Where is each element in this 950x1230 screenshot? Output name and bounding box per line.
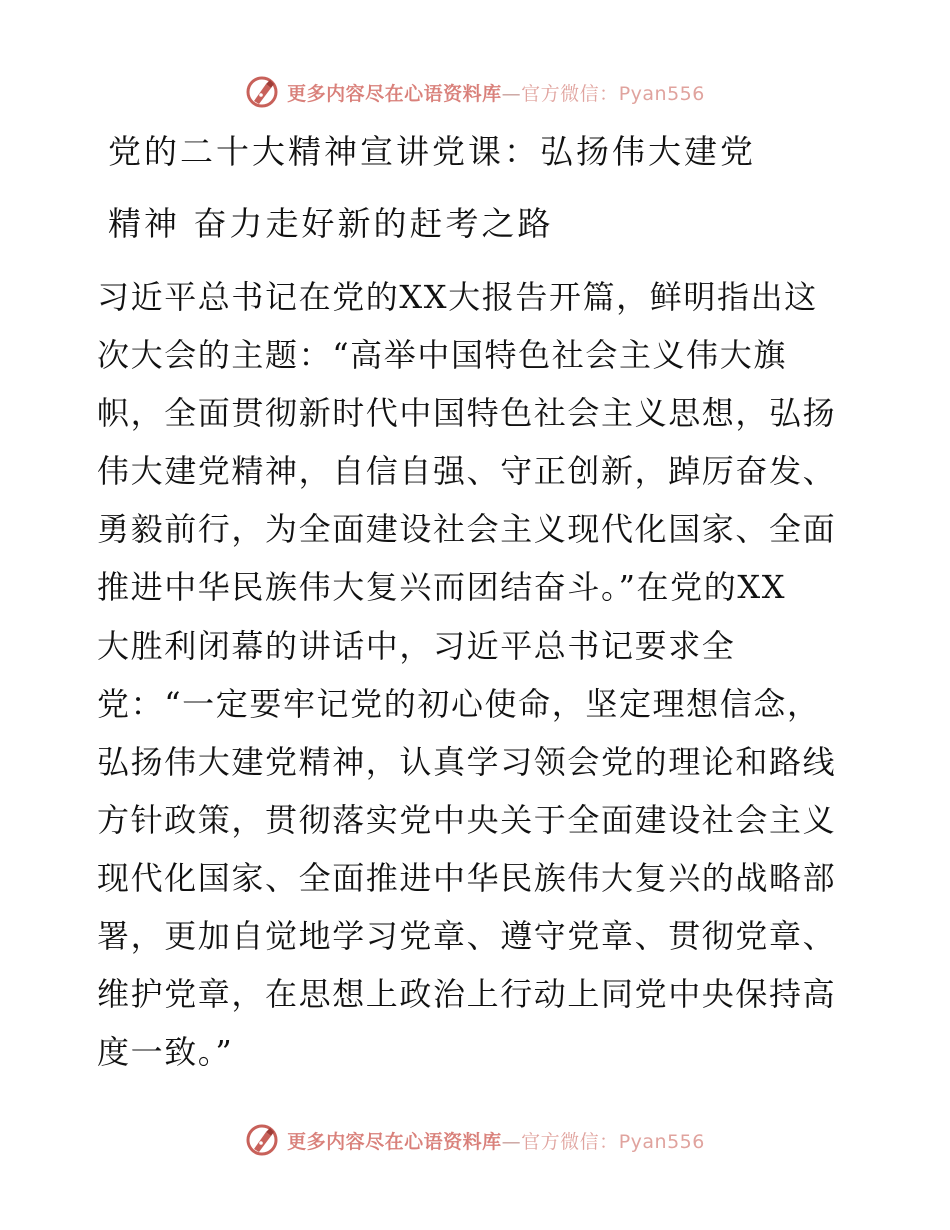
pen-logo-icon bbox=[245, 1123, 279, 1157]
body-line: 现代化国家、全面推进中华民族伟大复兴的战略部 bbox=[97, 858, 837, 897]
header-watermark bbox=[0, 70, 950, 114]
body-line: 推进中华民族伟大复兴而团结奋斗。”在党的XX bbox=[97, 568, 787, 607]
pen-logo-icon bbox=[245, 75, 279, 109]
watermark-id: Pyan556 bbox=[618, 82, 705, 105]
document-title-line-1: 党的二十大精神宣讲党课：弘扬伟大建党 bbox=[108, 132, 756, 171]
body-line: 度一致。” bbox=[97, 1033, 234, 1072]
body-line: 勇毅前行，为全面建设社会主义现代化国家、全面 bbox=[97, 510, 837, 549]
watermark-main: 更多内容尽在心语资料库 bbox=[287, 82, 502, 105]
body-line: 维护党章，在思想上政治上行动上同党中央保持高 bbox=[97, 975, 837, 1014]
watermark-text bbox=[287, 79, 705, 106]
body-line: 弘扬伟大建党精神，认真学习领会党的理论和路线 bbox=[97, 742, 837, 781]
body-line: 伟大建党精神，自信自强、守正创新，踔厉奋发、 bbox=[97, 452, 837, 491]
footer-watermark bbox=[0, 1118, 950, 1162]
watermark-sub: 官方微信： bbox=[521, 82, 619, 105]
body-line: 次大会的主题：“高举中国特色社会主义伟大旗 bbox=[97, 336, 787, 375]
watermark-sub: 官方微信： bbox=[521, 1130, 619, 1153]
watermark-separator: — bbox=[501, 82, 522, 105]
watermark-separator: — bbox=[501, 1130, 522, 1153]
body-line: 党：“一定要牢记党的初心使命，坚定理想信念， bbox=[97, 684, 821, 723]
body-line: 帜，全面贯彻新时代中国特色社会主义思想，弘扬 bbox=[97, 394, 837, 433]
body-paragraph bbox=[97, 268, 857, 1081]
body-line: 习近平总书记在党的XX大报告开篇，鲜明指出这 bbox=[97, 278, 818, 316]
document-title-line-2: 精神 奋力走好新的赶考之路 bbox=[108, 204, 554, 243]
body-line: 署，更加自觉地学习党章、遵守党章、贯彻党章、 bbox=[97, 917, 837, 956]
watermark-main: 更多内容尽在心语资料库 bbox=[287, 1130, 502, 1153]
watermark-text bbox=[287, 1127, 705, 1154]
body-line: 方针政策，贯彻落实党中央关于全面建设社会主义 bbox=[97, 800, 837, 839]
watermark-id: Pyan556 bbox=[618, 1130, 705, 1153]
body-line: 大胜利闭幕的讲话中，习近平总书记要求全 bbox=[97, 626, 736, 665]
